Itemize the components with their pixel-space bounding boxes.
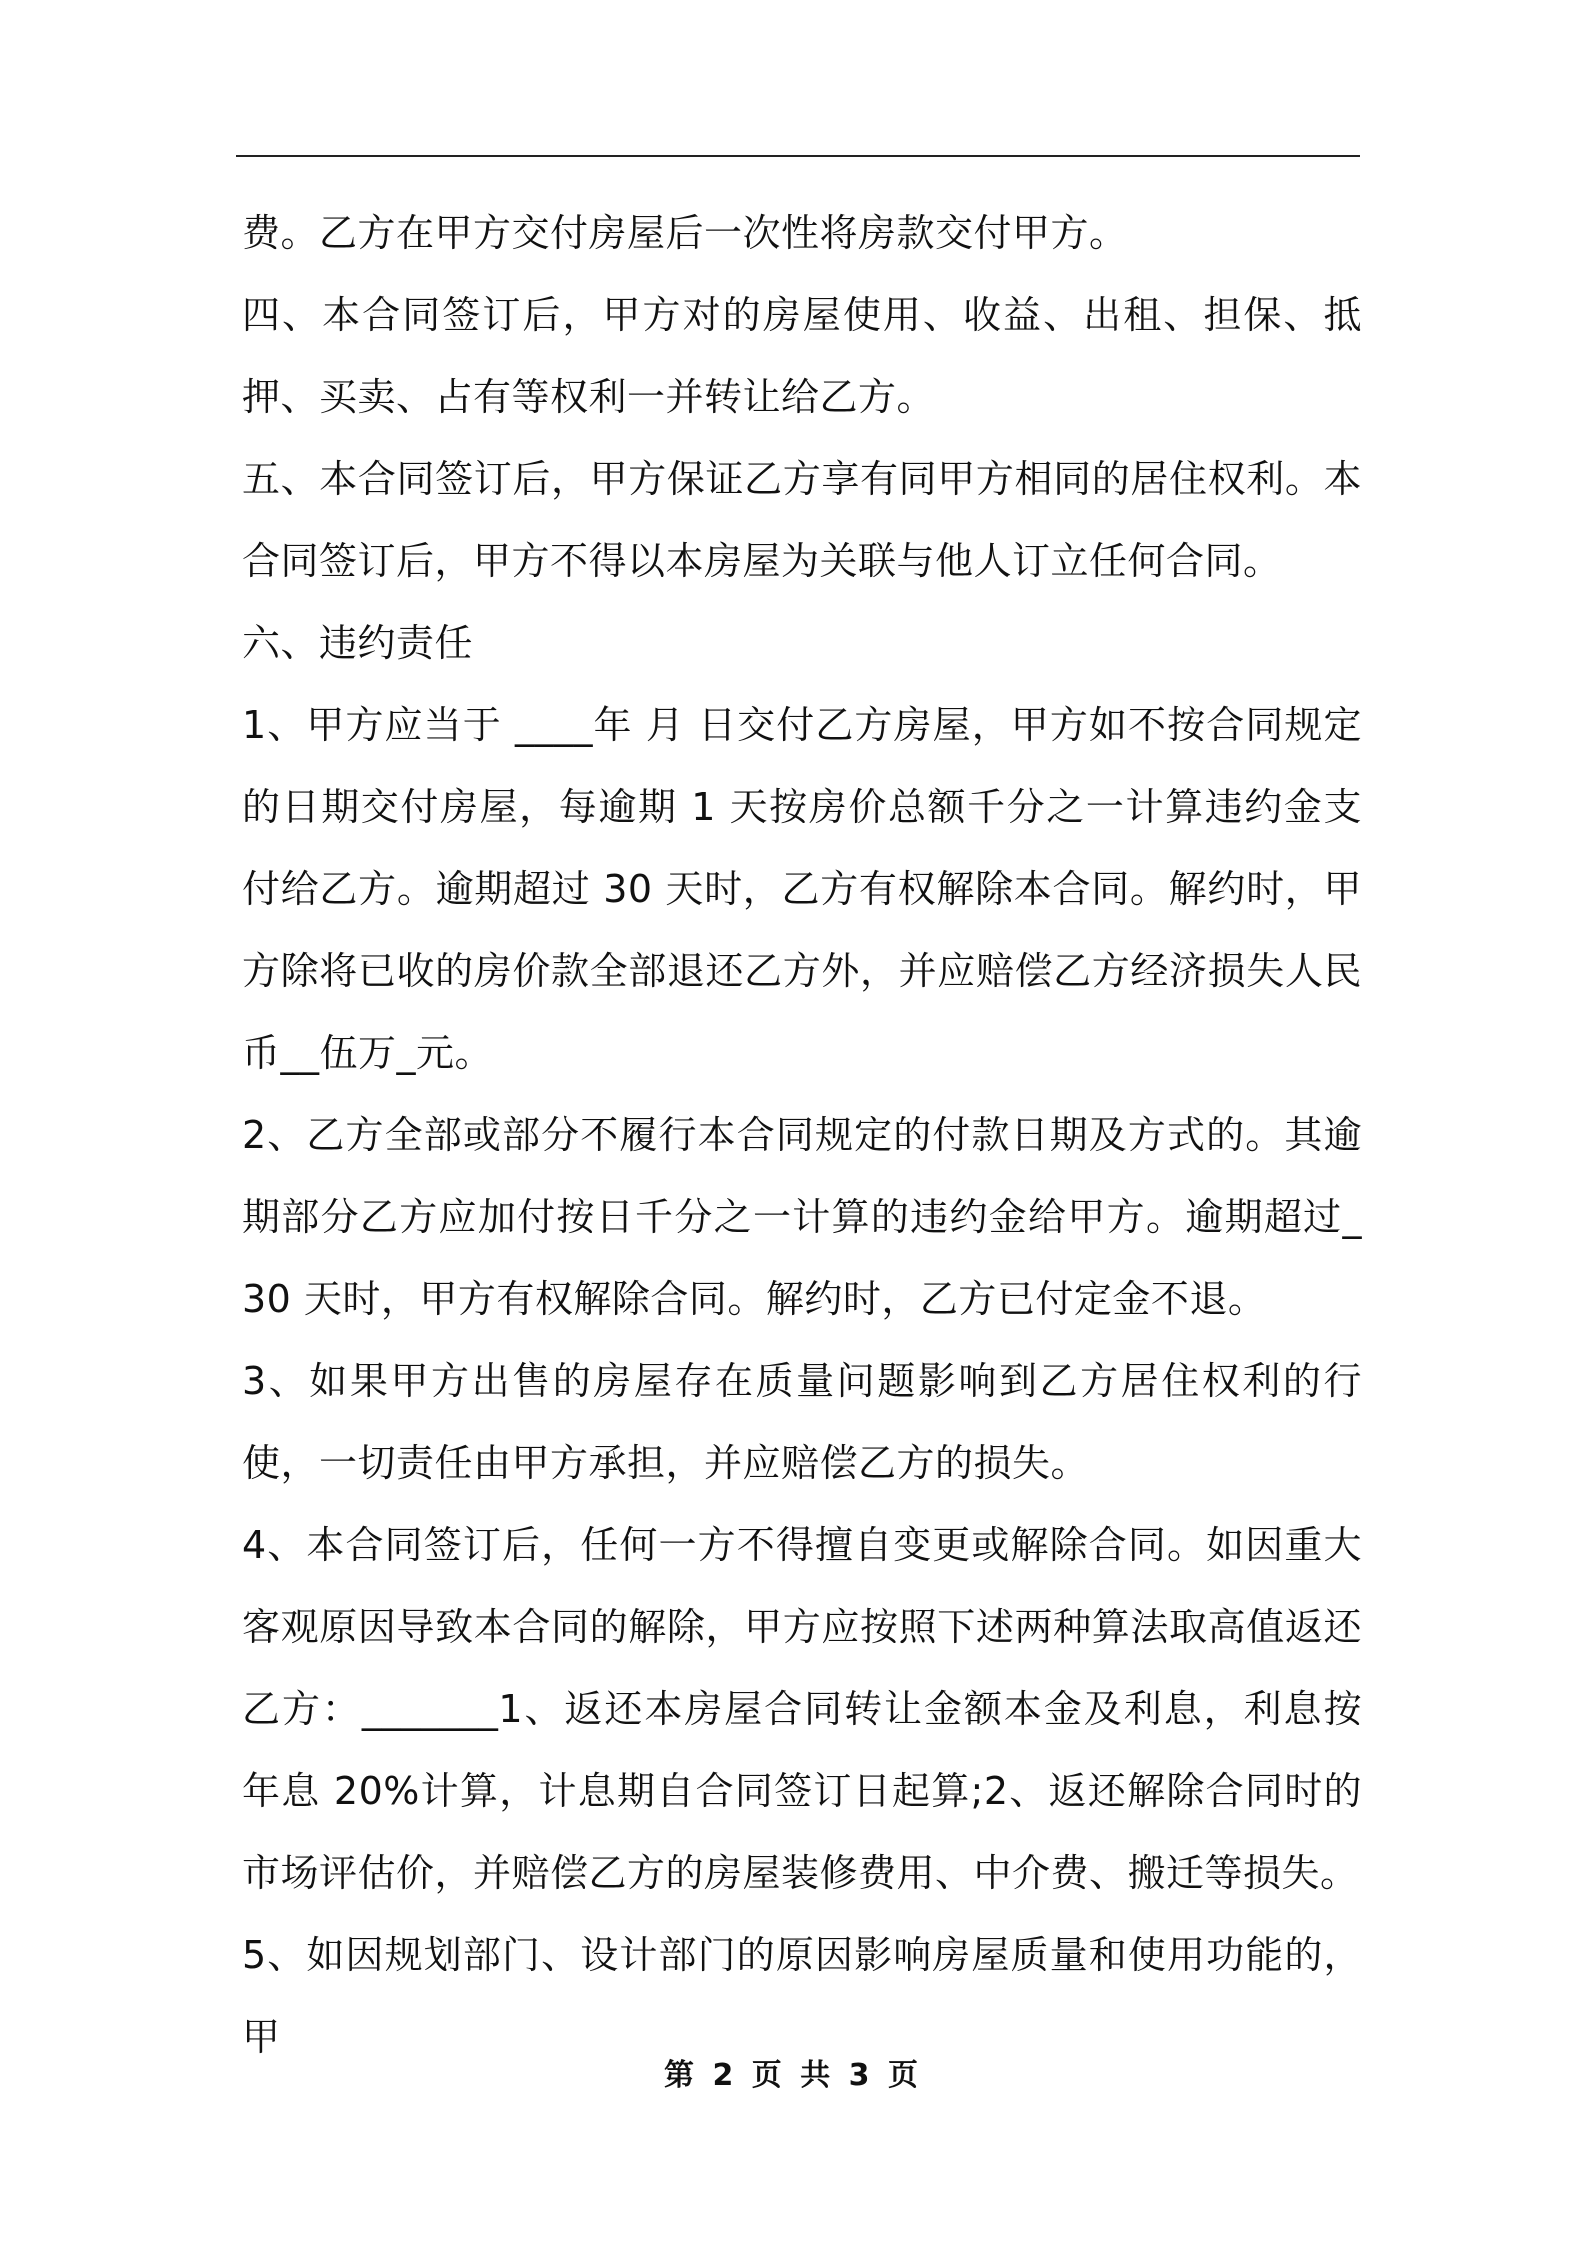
paragraph: 2、乙方全部或部分不履行本合同规定的付款日期及方式的。其逾期部分乙方应加付按日千分之一计算的违约金给甲方。逾期超过_30 天时，甲方有权解除合同。解约时，乙方已付定金不退。	[242, 1113, 1362, 1321]
paragraph: 4、本合同签订后，任何一方不得擅自变更或解除合同。如因重大客观原因导致本合同的解除，甲方应按照下述两种算法取高值返还乙方：_______1、返还本房屋合同转让金额本金及利息，利息按年息 20%计算，计息期自合同签订日起算;2、返还解除合同时的市场评估价，并赔偿乙方的房屋装修费用、中介费、搬迁等损失。	[242, 1523, 1362, 1895]
header-rule	[236, 155, 1360, 157]
document-body	[242, 192, 1362, 2078]
paragraph: 1、甲方应当于 ____年 月 日交付乙方房屋，甲方如不按合同规定的日期交付房屋，每逾期 1 天按房价总额千分之一计算违约金支付给乙方。逾期超过 30 天时，乙方有权解除本合同。解约时，甲方除将已收的房价款全部退还乙方外，并应赔偿乙方经济损失人民币__伍万_元。	[242, 703, 1362, 1075]
paragraph: 5、如因规划部门、设计部门的原因影响房屋质量和使用功能的，甲	[242, 1933, 1362, 2059]
paragraph: 四、本合同签订后，甲方对的房屋使用、收益、出租、担保、抵押、买卖、占有等权利一并转让给乙方。	[242, 293, 1362, 419]
section-heading: 六、违约责任	[242, 621, 474, 665]
paragraph: 3、如果甲方出售的房屋存在质量问题影响到乙方居住权利的行使，一切责任由甲方承担，并应赔偿乙方的损失。	[242, 1359, 1362, 1485]
paragraph: 五、本合同签订后，甲方保证乙方享有同甲方相同的居住权利。本合同签订后，甲方不得以本房屋为关联与他人订立任何合同。	[242, 457, 1362, 583]
paragraph: 费。乙方在甲方交付房屋后一次性将房款交付甲方。	[242, 211, 1128, 255]
page-number: 第 2 页 共 3 页	[664, 2058, 922, 2093]
